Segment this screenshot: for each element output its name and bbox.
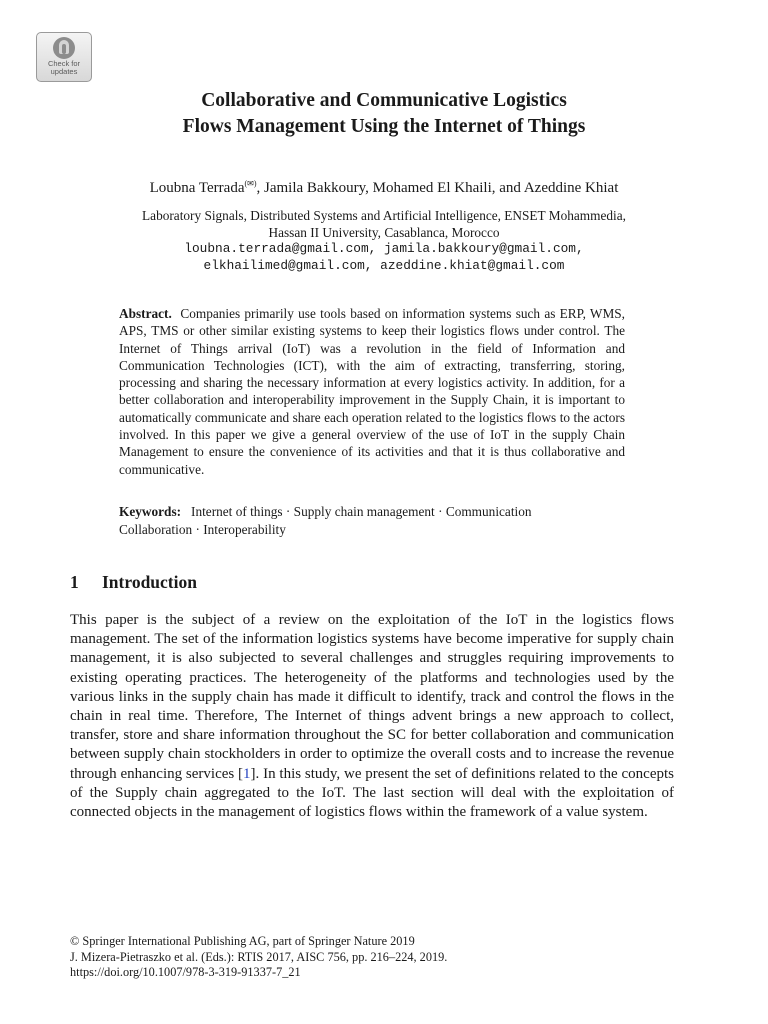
envelope-icon[interactable]: (✉) [244,179,257,188]
introduction-paragraph [70,611,674,822]
footer-doi[interactable]: https://doi.org/10.1007/978-3-319-91337-7_21 [70,965,301,979]
affiliation-line2: Hassan II University, Casablanca, Morocco [268,225,500,240]
bookmark-refresh-icon [53,37,75,59]
abstract [119,305,625,478]
abstract-label: Abstract. [119,306,172,321]
badge-label-line2: updates [50,67,78,76]
title-line1: Collaborative and Communicative Logistics [201,90,567,111]
corresponding-author: Loubna Terrada [149,180,245,196]
keywords [119,503,625,538]
section-title: Introduction [102,572,197,592]
badge-label [37,60,91,76]
section-number: 1 [70,572,79,592]
intro-text-part1: This paper is the subject of a review on the exploitation of the IoT in the logistics flows management. The set of the information logistics systems have become imperative for supply chain management, it is also subjected to several challenges and struggles requiring improvements to existing operating practices. The heterogeneity of the platforms and technologies used by the various links in the supply chain has made it difficult to identify, track and control the flows in the chain in real time. Therefore, The Internet of things advent brings a new approach to collect, transfer, store and share information throughout the SC for better collaboration and communication between supply chain stockholders in order to optimize the overall costs and to increase the revenue through enhancing services [ [70,612,674,782]
footer-line1: © Springer International Publishing AG, part of Springer Nature 2019 [70,934,415,948]
author-list [0,174,768,198]
affiliation-line1: Laboratory Signals, Distributed Systems and Artificial Intelligence, ENSET Mohammedia, [142,208,626,223]
keywords-label: Keywords: [119,504,182,519]
footer-line2: J. Mizera-Pietraszko et al. (Eds.): RTIS 2017, AISC 756, pp. 216–224, 2019. [70,949,448,964]
affiliation [0,207,768,241]
other-authors: , Jamila Bakkoury, Mohamed El Khaili, and Azeddine Khiat [256,180,619,196]
email-line1[interactable]: loubna.terrada@gmail.com, jamila.bakkoury@gmail.com, [184,241,584,256]
copyright-footer [70,934,674,981]
email-list [0,240,768,274]
email-line2[interactable]: elkhailimed@gmail.com, azeddine.khiat@gmail.com [203,258,565,273]
section-heading [70,572,197,593]
keywords-line1: Internet of things · Supply chain management · Communication [191,504,532,519]
badge-label-line1: Check for [47,59,81,68]
intro-text-part2: ]. In this study, we present the set of definitions related to the concepts of the Supply chain aggregated to the IoT. The last section will deal with the exploitation of connected objects in the management of logistics flows within the framework of a value system. [70,765,674,821]
keywords-line2: Collaboration · Interoperability [119,521,286,537]
paper-title [0,88,768,140]
check-for-updates-badge[interactable] [36,32,92,82]
title-line2: Flows Management Using the Internet of Things [182,116,586,137]
citation-link[interactable]: 1 [243,765,251,782]
abstract-text: Companies primarily use tools based on information systems such as ERP, WMS, APS, TMS or other similar existing systems to keep their logistics flows under control. The Internet of Things arrival (IoT) was a revolution in the field of Information and Communication Technologies (ICT), with the aim of extracting, transferring, storing, processing and sharing the necessary information at every logistics activity. In addition, for a better collaboration and interoperability improvement in the Supply Chain, it is important to automatically communicate and share each operation related to the logistics flows to the actors involved. In this paper we give a general overview of the use of IoT in the supply Chain Management to ensure the convenience of its activities and that it is thus collaborative and communicative. [119,306,625,477]
